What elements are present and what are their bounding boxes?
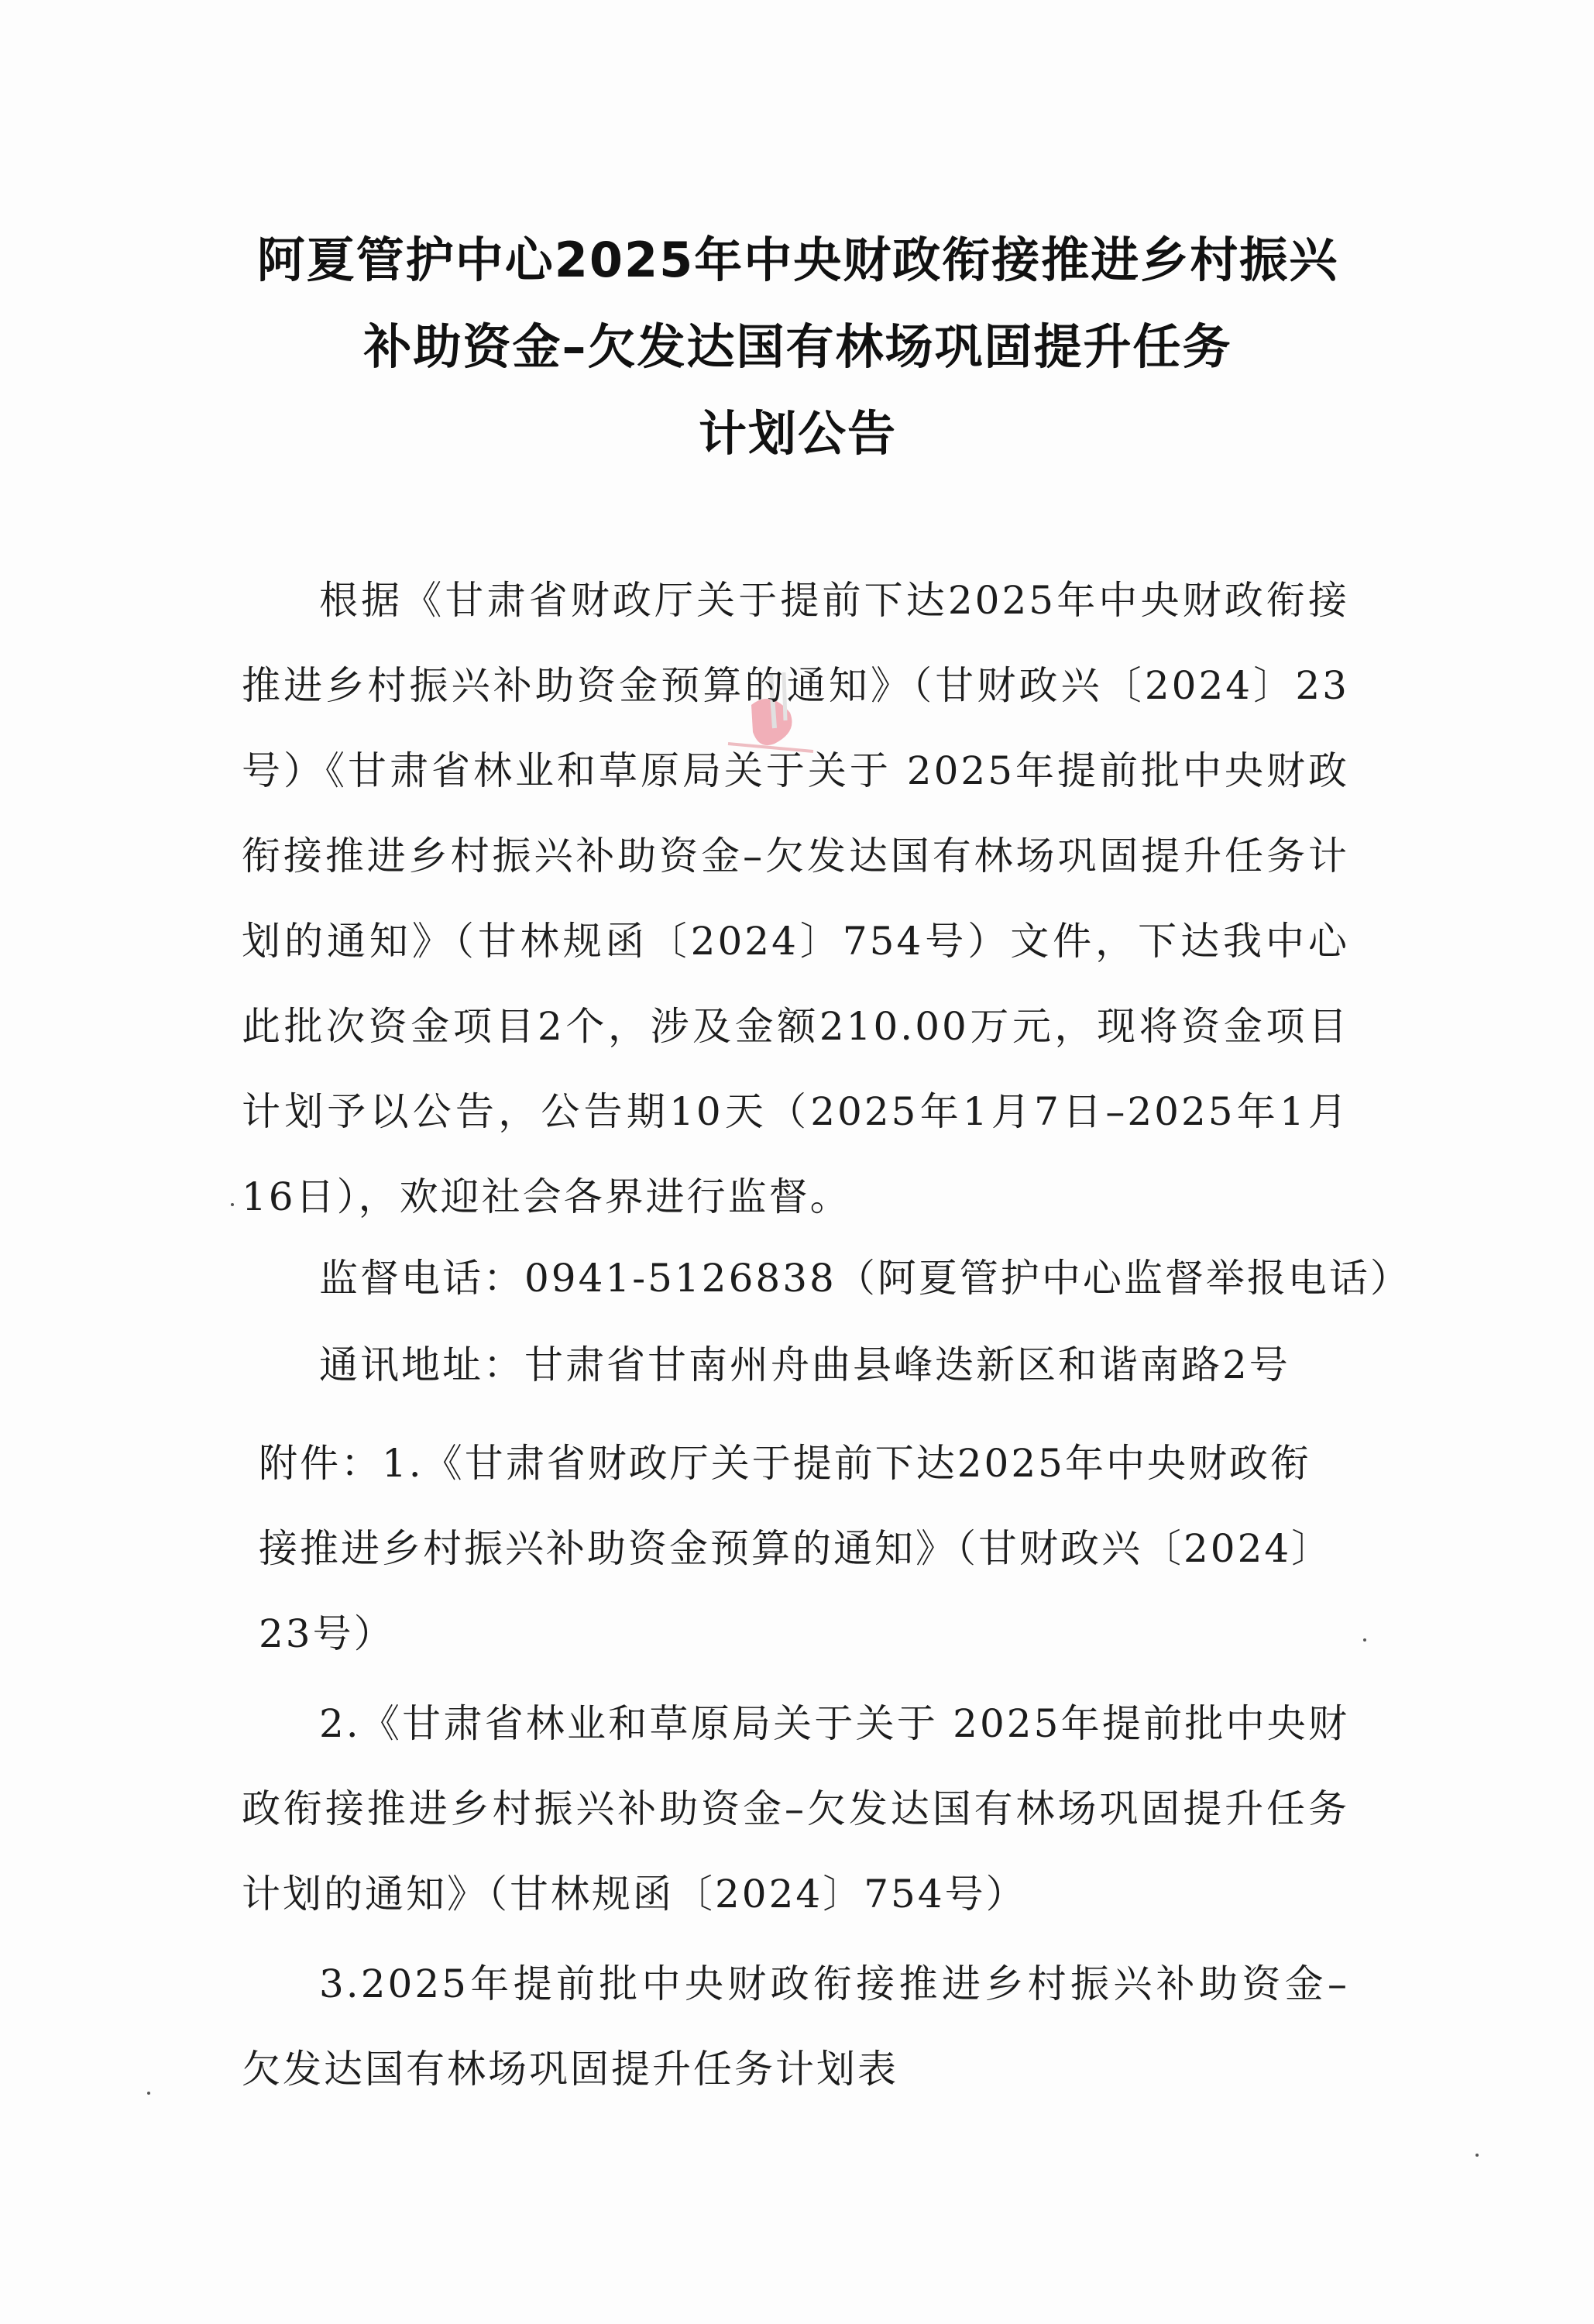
scan-speck	[231, 1203, 234, 1206]
body-paragraph: 根据《甘肃省财政厅关于提前下达2025年中央财政衔接推进乡村振兴补助资金预算的通知》（甘财政兴〔2024〕23号）《甘肃省林业和草原局关于关于 2025年提前批中央财政衔接推进乡村振兴补助资金–欠发达国有林场巩固提升任务计划的通知》（甘林规函〔2024〕754号）文件，下达我中心此批次资金项目2个，涉及金额210.00万元，现将资金项目计划予以公告，公告期10天（2025年1月7日–2025年1月16日），欢迎社会各界进行监督。	[242, 578, 1349, 1219]
document-title-line-1: 阿夏管护中心2025年中央财政衔接推进乡村振兴	[256, 232, 1339, 288]
scan-speck	[1363, 1638, 1366, 1642]
document-title-line-3: 计划公告	[698, 405, 897, 462]
attachment-2: 2.《甘肃省林业和草原局关于关于 2025年提前批中央财政衔接推进乡村振兴补助资金–欠发达国有林场巩固提升任务计划的通知》（甘林规函〔2024〕754号）	[242, 1701, 1349, 1917]
attachment-1: 附件：1.《甘肃省财政厅关于提前下达2025年中央财政衔接推进乡村振兴补助资金预算的通知》（甘财政兴〔2024〕23号）	[259, 1441, 1333, 1656]
document-title-line-2: 补助资金–欠发达国有林场巩固提升任务	[363, 318, 1232, 375]
supervision-phone-line: 监督电话：0941-5126838（阿夏管护中心监督举报电话）	[319, 1256, 1411, 1301]
scan-speck	[1475, 2154, 1479, 2157]
scan-speck	[147, 2092, 150, 2095]
mailing-address-line: 通讯地址：甘肃省甘南州舟曲县峰迭新区和谐南路2号	[319, 1342, 1290, 1387]
attachment-3: 3.2025年提前批中央财政衔接推进乡村振兴补助资金–欠发达国有林场巩固提升任务计划表	[242, 1961, 1349, 2092]
